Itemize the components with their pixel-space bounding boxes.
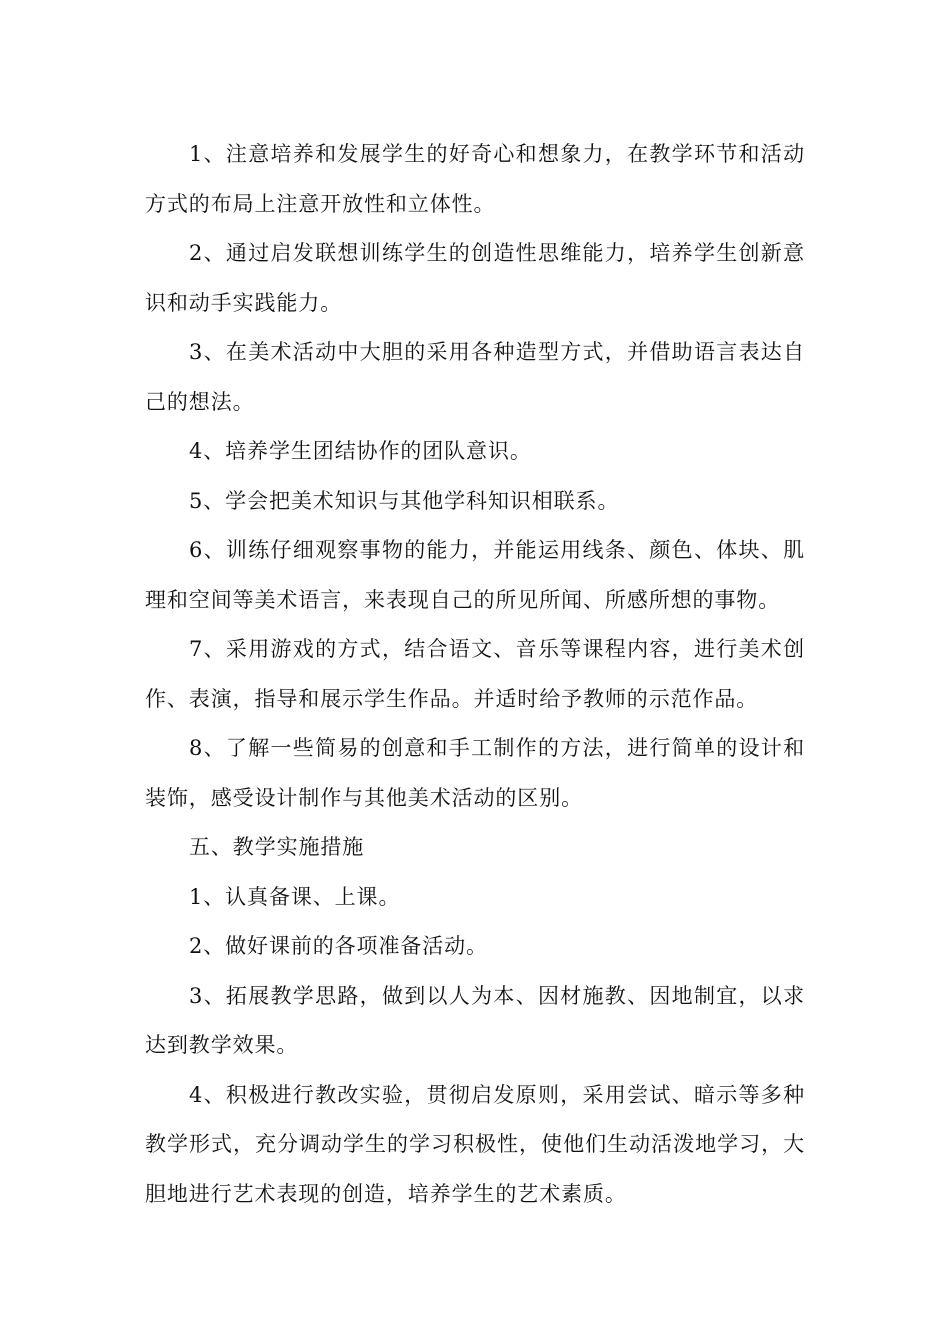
paragraph-goal-4: 4、培养学生团结协作的团队意识。 xyxy=(189,439,532,463)
paragraph-goal-2: 2、通过启发联想训练学生的创造性思维能力，培养学生创新意识和动手实践能力。 xyxy=(145,241,805,315)
paragraph-measure-1: 1、认真备课、上课。 xyxy=(189,884,401,909)
paragraph-measure-4: 4、积极进行教改实验，贯彻启发原则，采用尝试、暗示等多种教学形式，充分调动学生的学习积极性，使他们生动活泼地学习，大胆地进行艺术表现的创造，培养学生的艺术素质。 xyxy=(145,1082,805,1206)
paragraph-goal-1: 1、注意培养和发展学生的好奇心和想象力，在教学环节和活动方式的布局上注意开放性和立体性。 xyxy=(145,142,805,216)
paragraph-measure-2: 2、做好课前的各项准备活动。 xyxy=(189,934,488,958)
paragraph-goal-7: 7、采用游戏的方式，结合语文、音乐等课程内容，进行美术创作、表演，指导和展示学生作品。并适时给予教师的示范作品。 xyxy=(145,637,805,711)
paragraph-goal-3: 3、在美术活动中大胆的采用各种造型方式，并借助语言表达自己的想法。 xyxy=(145,340,805,414)
paragraph-goal-6: 6、训练仔细观察事物的能力，并能运用线条、颜色、体块、肌理和空间等美术语言，来表现自己的所见所闻、所感所想的事物。 xyxy=(145,538,805,612)
paragraph-goal-5: 5、学会把美术知识与其他学科知识相联系。 xyxy=(189,488,620,513)
paragraph-measure-3: 3、拓展教学思路，做到以人为本、因材施教、因地制宜，以求达到教学效果。 xyxy=(145,983,805,1057)
paragraph-goal-8: 8、了解一些简易的创意和手工制作的方法，进行简单的设计和装饰，感受设计制作与其他美术活动的区别。 xyxy=(145,736,805,810)
section-heading: 五、教学实施措施 xyxy=(189,835,365,859)
document-body xyxy=(145,130,805,1219)
